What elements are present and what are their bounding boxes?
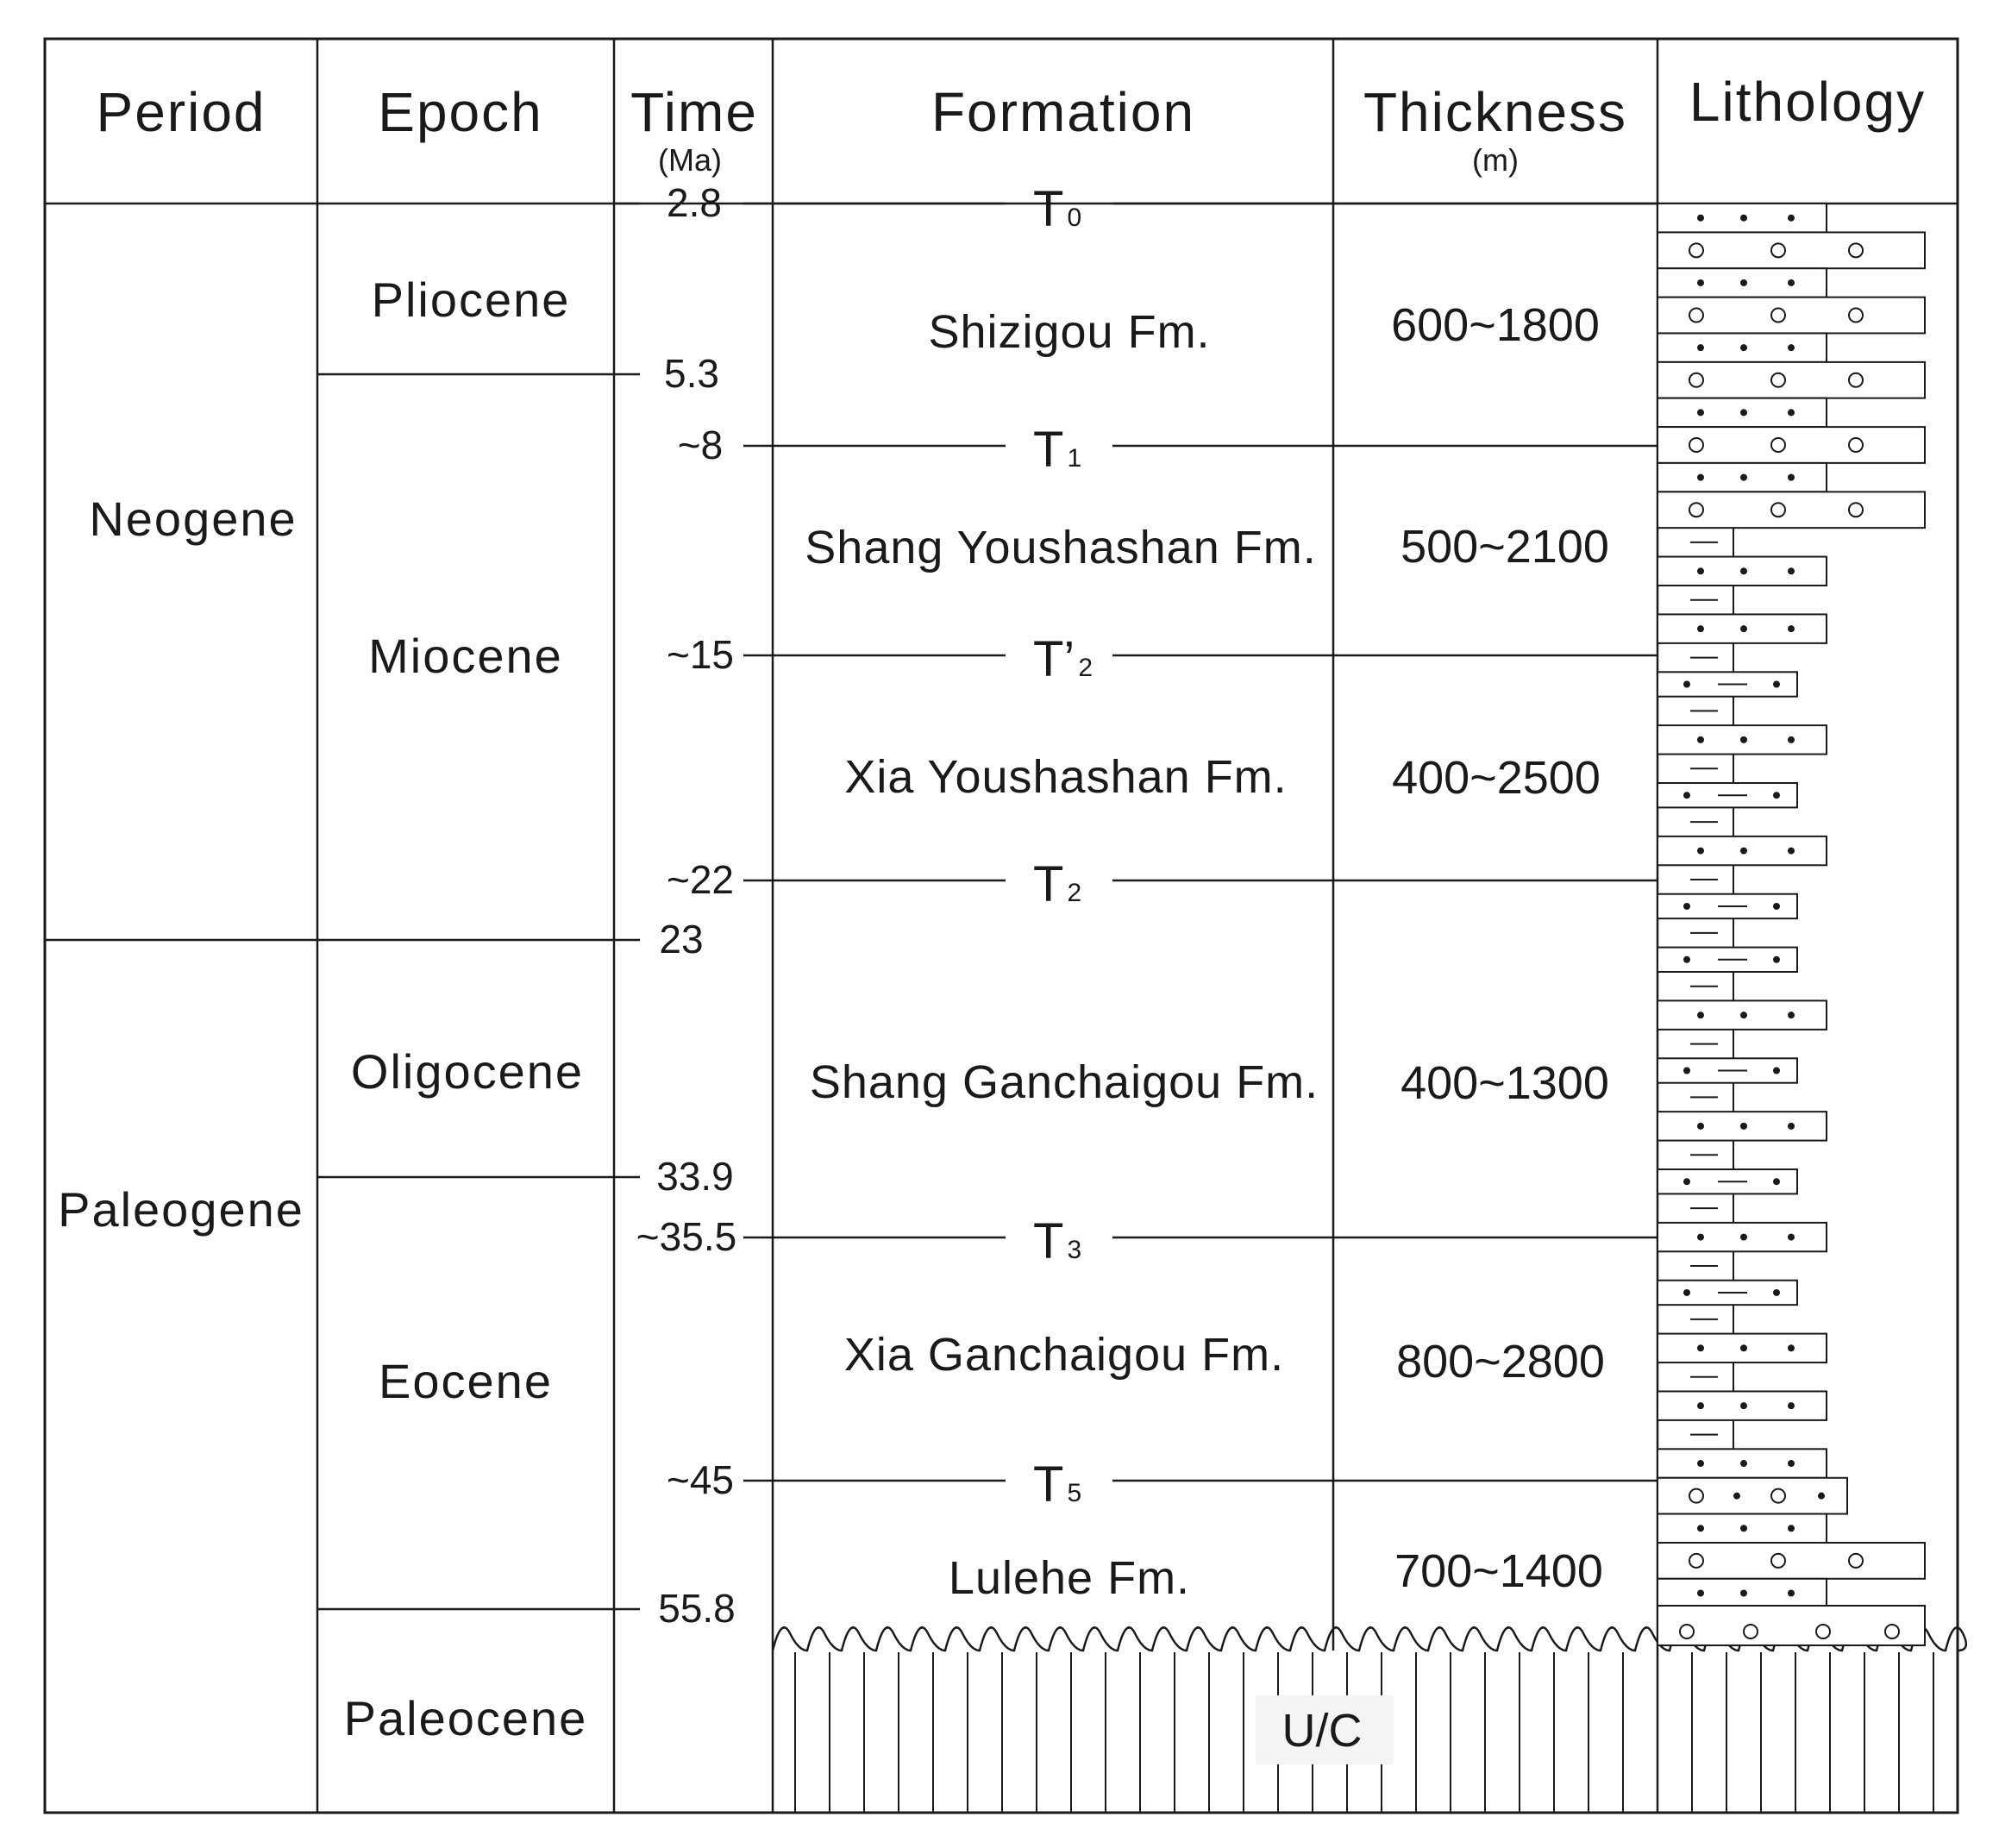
thickness-value: 500~2100 [1401,521,1609,573]
horizon-lines [743,204,1657,1481]
unconformity-label: U/C [1281,1705,1363,1757]
lithology-bed-mudstone [1690,1030,1733,1058]
header-thickness-unit: (m) [1472,142,1519,178]
time-boundary-label: 55.8 [658,1586,736,1631]
lithology-bed-sandstone [1657,268,1827,297]
horizon-label: T’ 2 [1033,631,1093,687]
thickness-value: 400~1300 [1401,1057,1609,1109]
lithology-bed-silty-sandstone [1657,1058,1797,1082]
lithology-bed-mudstone [1690,1305,1733,1333]
lithology-bed-silty-sandstone [1657,894,1797,918]
horizon-label: T 3 [1033,1213,1082,1269]
lithology-bed-mudstone [1690,528,1733,556]
lithology-bed-sandstone [1657,463,1827,492]
lithology-bed-mudstone [1690,1420,1733,1449]
epoch-label: Miocene [368,629,563,683]
thickness-value: 700~1400 [1394,1545,1603,1597]
lithology-bed-mudstone [1690,586,1733,614]
epoch-column [344,273,588,1745]
lithology-bed-mudstone [1690,697,1733,725]
header-lithology: Lithology [1689,71,1927,133]
lithology-bed-mudstone [1690,643,1733,672]
lithology-bed-conglomerate [1657,492,1925,528]
thickness-value: 400~2500 [1392,752,1601,804]
header-time: Time [630,81,758,143]
header-time-unit: (Ma) [658,142,722,178]
lithology-bed-sandstone [1657,1000,1827,1029]
lithology-column [1657,204,1925,1645]
time-boundary-label: 5.3 [664,351,719,396]
period-column [58,492,304,1237]
time-column [636,180,736,1631]
lithology-bed-basal-conglomerate [1657,1606,1925,1645]
lithology-bed-mudstone [1690,972,1733,1000]
period-label: Paleogene [58,1182,304,1237]
formation-name: Shang Youshashan Fm. [805,522,1317,573]
formation-name: Shang Ganchaigou Fm. [809,1056,1319,1108]
formation-name: Lulehe Fm. [948,1552,1191,1604]
lithology-bed-conglomerate [1657,1543,1925,1579]
lithology-bed-sandstone [1657,1112,1827,1140]
lithology-bed-silty-sandstone [1657,1169,1797,1193]
lithology-bed-sandstone [1657,1514,1827,1543]
lithology-bed-sandstone [1657,1449,1827,1477]
lithology-bed-mudstone [1690,755,1733,783]
time-horizon-label: ~45 [666,1457,735,1502]
formation-name: Xia Ganchaigou Fm. [843,1329,1285,1381]
header-epoch: Epoch [378,81,543,143]
formation-column [805,306,1319,1604]
time-horizon-label: ~8 [677,423,724,467]
header-thickness: Thickness [1363,81,1628,143]
lithology-bed-sandstone [1657,1579,1827,1607]
time-boundary-label: 2.8 [667,180,722,225]
lithology-bed-conglomerate [1657,298,1925,334]
thickness-value: 800~2800 [1396,1336,1605,1388]
lithology-bed-silty-sandstone [1657,1281,1797,1305]
lithology-bed-mudstone [1690,865,1733,893]
lithology-bed-sandstone [1657,1334,1827,1363]
lithology-bed-mudstone [1690,1141,1733,1169]
formation-name: Shizigou Fm. [928,306,1211,358]
lithology-bed-sandstone [1657,398,1827,427]
lithology-bed-sandstone [1657,1391,1827,1419]
epoch-label: Pliocene [371,273,571,327]
lithology-bed-sandstone [1657,725,1827,754]
lithology-bed-sandstone [1657,557,1827,586]
time-horizon-label: ~35.5 [636,1214,737,1259]
lithology-bed-sandstone [1657,1223,1827,1251]
lithology-bed-conglomerate [1657,427,1925,463]
lithology-bed-conglomerate [1657,362,1925,398]
lithology-bed-silty-sandstone [1657,948,1797,972]
epoch-label: Eocene [379,1354,553,1408]
lithology-bed-mudstone [1690,1083,1733,1112]
time-horizon-label: ~22 [666,857,735,902]
horizon-label: T 0 [1033,181,1082,237]
header-period: Period [96,81,266,143]
lithology-bed-mudstone [1690,1193,1733,1222]
formation-name: Xia Youshashan Fm. [844,751,1288,803]
lithology-bed-sandstone [1657,333,1827,361]
time-boundary-label: 23 [659,917,704,962]
epoch-label: Paleocene [343,1691,588,1745]
lithology-bed-conglomerate [1657,232,1925,268]
header-formation: Formation [931,81,1196,143]
lithology-bed-mudstone [1690,807,1733,836]
horizon-label: T 2 [1033,856,1082,912]
lithology-bed-silty-sandstone [1657,672,1797,696]
lithology-bed-sandstone [1657,204,1827,232]
lithology-bed-pebbly-sandstone [1657,1478,1847,1514]
lithology-bed-mudstone [1690,1251,1733,1280]
lithology-bed-sandstone [1657,836,1827,865]
lithology-bed-sandstone [1657,614,1827,642]
horizon-label: T 1 [1033,422,1082,478]
time-horizon-label: ~15 [666,632,735,677]
lithology-bed-mudstone [1690,1363,1733,1391]
horizon-labels [1033,181,1093,1513]
horizon-label: T 5 [1033,1456,1082,1513]
table-header [97,71,1927,178]
epoch-label: Oligocene [350,1044,585,1099]
lithology-bed-mudstone [1690,918,1733,947]
time-boundary-label: 33.9 [656,1154,734,1199]
thickness-column [1391,299,1609,1597]
lithology-bed-silty-sandstone [1657,783,1797,807]
period-label: Neogene [89,492,298,546]
thickness-value: 600~1800 [1391,299,1600,351]
